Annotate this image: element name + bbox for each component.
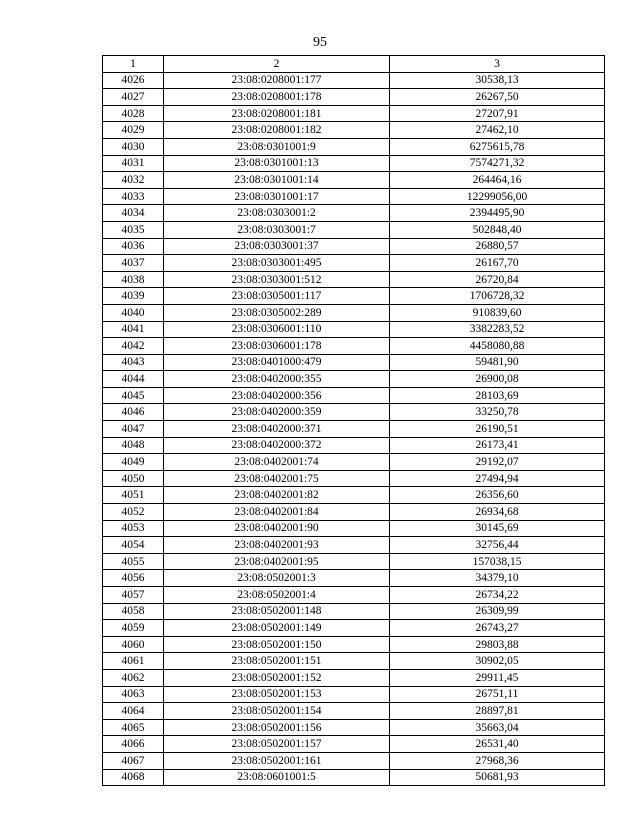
table-row	[103, 570, 605, 587]
cadastral-number-cell: 23:08:0402000:356	[164, 387, 390, 404]
table-row	[103, 288, 605, 305]
value-cell: 50681,93	[390, 769, 605, 786]
cadastral-number-cell: 23:08:0402001:74	[164, 454, 390, 471]
table-row	[103, 587, 605, 604]
value-cell: 26720,84	[390, 271, 605, 288]
table-row	[103, 703, 605, 720]
value-cell: 26173,41	[390, 437, 605, 454]
table-row	[103, 421, 605, 438]
value-cell: 3382283,52	[390, 321, 605, 338]
cadastral-number-cell: 23:08:0402001:93	[164, 537, 390, 554]
row-number-cell: 4063	[103, 686, 164, 703]
table-row	[103, 205, 605, 222]
cadastral-number-cell: 23:08:0402001:90	[164, 520, 390, 537]
cadastral-number-cell: 23:08:0305002:289	[164, 304, 390, 321]
row-number-cell: 4060	[103, 636, 164, 653]
table-row	[103, 752, 605, 769]
cadastral-number-cell: 23:08:0502001:156	[164, 719, 390, 736]
value-cell: 30538,13	[390, 72, 605, 89]
row-number-cell: 4041	[103, 321, 164, 338]
table-row	[103, 553, 605, 570]
value-cell: 28103,69	[390, 387, 605, 404]
value-cell: 1706728,32	[390, 288, 605, 305]
cadastral-number-cell: 23:08:0402000:372	[164, 437, 390, 454]
value-cell: 28897,81	[390, 703, 605, 720]
table-row	[103, 603, 605, 620]
cadastral-number-cell: 23:08:0502001:154	[164, 703, 390, 720]
cadastral-number-cell: 23:08:0303001:495	[164, 255, 390, 272]
cadastral-number-cell: 23:08:0502001:157	[164, 736, 390, 753]
row-number-cell: 4049	[103, 454, 164, 471]
value-cell: 27462,10	[390, 122, 605, 139]
value-cell: 6275615,78	[390, 138, 605, 155]
value-cell: 33250,78	[390, 404, 605, 421]
table-row	[103, 620, 605, 637]
table-row	[103, 221, 605, 238]
table-row	[103, 537, 605, 554]
value-cell: 30145,69	[390, 520, 605, 537]
cadastral-number-cell: 23:08:0402001:95	[164, 553, 390, 570]
table-row	[103, 72, 605, 89]
cadastral-number-cell: 23:08:0502001:4	[164, 587, 390, 604]
table-row	[103, 138, 605, 155]
cadastral-number-cell: 23:08:0401000:479	[164, 354, 390, 371]
value-cell: 4458080,88	[390, 338, 605, 355]
value-cell: 59481,90	[390, 354, 605, 371]
cadastral-number-cell: 23:08:0208001:182	[164, 122, 390, 139]
cadastral-number-cell: 23:08:0306001:110	[164, 321, 390, 338]
value-cell: 26309,99	[390, 603, 605, 620]
value-cell: 26167,70	[390, 255, 605, 272]
table-row	[103, 188, 605, 205]
value-cell: 29803,88	[390, 636, 605, 653]
row-number-cell: 4066	[103, 736, 164, 753]
value-cell: 29192,07	[390, 454, 605, 471]
row-number-cell: 4065	[103, 719, 164, 736]
row-number-cell: 4052	[103, 504, 164, 521]
row-number-cell: 4036	[103, 238, 164, 255]
column-header-2: 2	[164, 56, 390, 73]
row-number-cell: 4028	[103, 105, 164, 122]
row-number-cell: 4067	[103, 752, 164, 769]
table-row	[103, 404, 605, 421]
value-cell: 157038,15	[390, 553, 605, 570]
cadastral-number-cell: 23:08:0502001:152	[164, 669, 390, 686]
table-header	[103, 56, 605, 73]
row-number-cell: 4037	[103, 255, 164, 272]
cadastral-number-cell: 23:08:0502001:153	[164, 686, 390, 703]
table-row	[103, 354, 605, 371]
row-number-cell: 4050	[103, 470, 164, 487]
page-number: 95	[313, 35, 327, 50]
row-number-cell: 4040	[103, 304, 164, 321]
table-row	[103, 155, 605, 172]
row-number-cell: 4029	[103, 122, 164, 139]
value-cell: 26743,27	[390, 620, 605, 637]
table-row	[103, 769, 605, 786]
table-row	[103, 520, 605, 537]
value-cell: 27207,91	[390, 105, 605, 122]
cadastral-number-cell: 23:08:0305001:117	[164, 288, 390, 305]
value-cell: 26934,68	[390, 504, 605, 521]
table-body	[103, 72, 605, 786]
cadastral-number-cell: 23:08:0303001:2	[164, 205, 390, 222]
table-row	[103, 255, 605, 272]
cadastral-number-cell: 23:08:0402000:359	[164, 404, 390, 421]
row-number-cell: 4035	[103, 221, 164, 238]
value-cell: 26267,50	[390, 89, 605, 106]
table-row	[103, 454, 605, 471]
row-number-cell: 4030	[103, 138, 164, 155]
row-number-cell: 4039	[103, 288, 164, 305]
row-number-cell: 4031	[103, 155, 164, 172]
column-header-3: 3	[390, 56, 605, 73]
value-cell: 26531,40	[390, 736, 605, 753]
row-number-cell: 4064	[103, 703, 164, 720]
row-number-cell: 4042	[103, 338, 164, 355]
table-row	[103, 437, 605, 454]
row-number-cell: 4032	[103, 172, 164, 189]
row-number-cell: 4055	[103, 553, 164, 570]
table-row	[103, 89, 605, 106]
table-row	[103, 504, 605, 521]
row-number-cell: 4046	[103, 404, 164, 421]
cadastral-number-cell: 23:08:0402001:75	[164, 470, 390, 487]
cadastral-number-cell: 23:08:0306001:178	[164, 338, 390, 355]
value-cell: 30902,05	[390, 653, 605, 670]
row-number-cell: 4061	[103, 653, 164, 670]
cadastral-number-cell: 23:08:0301001:9	[164, 138, 390, 155]
cadastral-number-cell: 23:08:0502001:151	[164, 653, 390, 670]
cadastral-number-cell: 23:08:0402000:371	[164, 421, 390, 438]
value-cell: 29911,45	[390, 669, 605, 686]
table-row	[103, 736, 605, 753]
table-row	[103, 371, 605, 388]
table-row	[103, 653, 605, 670]
cadastral-number-cell: 23:08:0301001:14	[164, 172, 390, 189]
value-cell: 26900,08	[390, 371, 605, 388]
cadastral-number-cell: 23:08:0301001:13	[164, 155, 390, 172]
row-number-cell: 4054	[103, 537, 164, 554]
value-cell: 26751,11	[390, 686, 605, 703]
cadastral-number-cell: 23:08:0208001:181	[164, 105, 390, 122]
value-cell: 502848,40	[390, 221, 605, 238]
row-number-cell: 4026	[103, 72, 164, 89]
row-number-cell: 4027	[103, 89, 164, 106]
cadastral-number-cell: 23:08:0208001:178	[164, 89, 390, 106]
row-number-cell: 4048	[103, 437, 164, 454]
cadastral-number-cell: 23:08:0303001:37	[164, 238, 390, 255]
table-row	[103, 238, 605, 255]
cadastral-number-cell: 23:08:0303001:7	[164, 221, 390, 238]
row-number-cell: 4038	[103, 271, 164, 288]
cadastral-number-cell: 23:08:0402001:84	[164, 504, 390, 521]
row-number-cell: 4045	[103, 387, 164, 404]
table-row	[103, 636, 605, 653]
value-cell: 27968,36	[390, 752, 605, 769]
cadastral-number-cell: 23:08:0301001:17	[164, 188, 390, 205]
table-row	[103, 719, 605, 736]
header-row	[103, 56, 605, 73]
row-number-cell: 4068	[103, 769, 164, 786]
table-row	[103, 105, 605, 122]
table-row	[103, 271, 605, 288]
cadastral-number-cell: 23:08:0502001:149	[164, 620, 390, 637]
row-number-cell: 4056	[103, 570, 164, 587]
cadastral-table	[102, 55, 605, 786]
cadastral-number-cell: 23:08:0303001:512	[164, 271, 390, 288]
row-number-cell: 4059	[103, 620, 164, 637]
cadastral-number-cell: 23:08:0502001:3	[164, 570, 390, 587]
row-number-cell: 4053	[103, 520, 164, 537]
value-cell: 26734,22	[390, 587, 605, 604]
row-number-cell: 4044	[103, 371, 164, 388]
row-number-cell: 4034	[103, 205, 164, 222]
table-row	[103, 172, 605, 189]
cadastral-number-cell: 23:08:0601001:5	[164, 769, 390, 786]
value-cell: 26190,51	[390, 421, 605, 438]
table-row	[103, 338, 605, 355]
row-number-cell: 4058	[103, 603, 164, 620]
value-cell: 264464,16	[390, 172, 605, 189]
value-cell: 34379,10	[390, 570, 605, 587]
cadastral-number-cell: 23:08:0502001:148	[164, 603, 390, 620]
table-row	[103, 487, 605, 504]
value-cell: 2394495,90	[390, 205, 605, 222]
cadastral-number-cell: 23:08:0502001:161	[164, 752, 390, 769]
table-row	[103, 122, 605, 139]
value-cell: 27494,94	[390, 470, 605, 487]
table-row	[103, 669, 605, 686]
value-cell: 26356,60	[390, 487, 605, 504]
table-row	[103, 304, 605, 321]
table-row	[103, 686, 605, 703]
value-cell: 32756,44	[390, 537, 605, 554]
row-number-cell: 4047	[103, 421, 164, 438]
cadastral-number-cell: 23:08:0402000:355	[164, 371, 390, 388]
table-row	[103, 387, 605, 404]
cadastral-number-cell: 23:08:0402001:82	[164, 487, 390, 504]
value-cell: 26880,57	[390, 238, 605, 255]
value-cell: 910839,60	[390, 304, 605, 321]
row-number-cell: 4062	[103, 669, 164, 686]
cadastral-number-cell: 23:08:0208001:177	[164, 72, 390, 89]
value-cell: 7574271,32	[390, 155, 605, 172]
row-number-cell: 4043	[103, 354, 164, 371]
table-row	[103, 470, 605, 487]
row-number-cell: 4057	[103, 587, 164, 604]
table-row	[103, 321, 605, 338]
column-header-1: 1	[103, 56, 164, 73]
cadastral-number-cell: 23:08:0502001:150	[164, 636, 390, 653]
row-number-cell: 4033	[103, 188, 164, 205]
value-cell: 12299056,00	[390, 188, 605, 205]
row-number-cell: 4051	[103, 487, 164, 504]
value-cell: 35663,04	[390, 719, 605, 736]
